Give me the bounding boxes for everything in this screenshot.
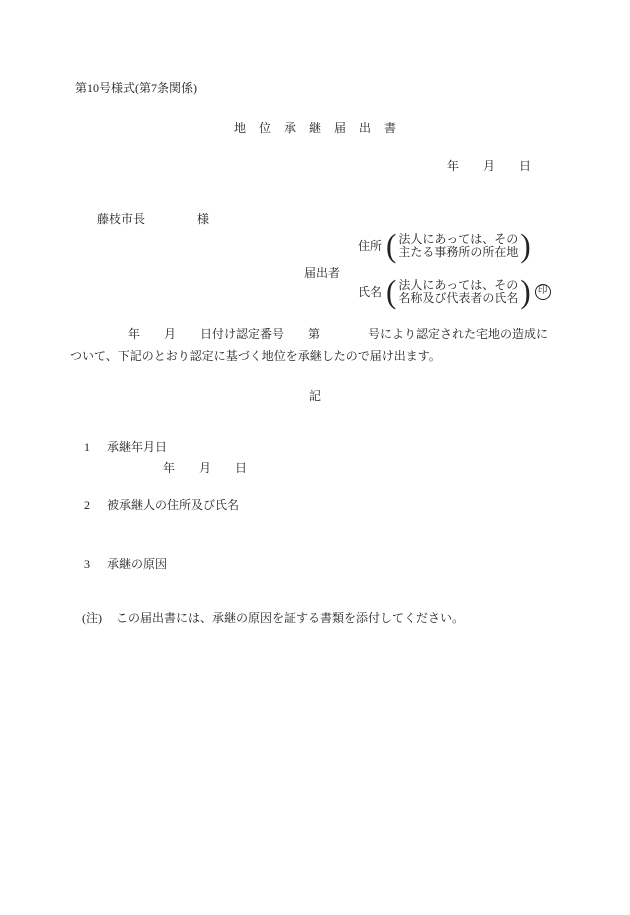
footnote-text: この届出書には、承継の原因を証する書類を添付してください。: [116, 611, 465, 625]
notifier-address-row: [358, 227, 531, 264]
addressee-line: [85, 197, 209, 242]
item-number: 3: [84, 557, 90, 571]
footnote-label: (注): [82, 611, 102, 625]
notifier-name-row: [358, 273, 551, 310]
addressee-honorific: 様: [197, 212, 210, 226]
item-label: 承継年月日: [107, 440, 168, 454]
addressee-name: 藤枝市長: [97, 212, 146, 226]
item-label: 被承継人の住所及び氏名: [107, 498, 240, 512]
right-brace: ): [520, 227, 531, 264]
form-number: 第10号様式(第7条関係): [75, 81, 197, 95]
list-item-predecessor: [72, 483, 239, 528]
name-note-line2: 名称及び代表者の氏名: [398, 291, 519, 305]
seal-stamp-icon: 印: [535, 284, 551, 300]
list-item-cause: [72, 542, 167, 587]
succession-date-blank: 年 月 日: [163, 461, 248, 475]
document-title: 地位承継届出書: [233, 121, 409, 135]
address-label: 住所: [358, 238, 383, 253]
list-item-succession-date: [72, 425, 167, 470]
name-note: [396, 279, 520, 305]
item-number: 2: [84, 498, 90, 512]
name-note-line1: 法人にあっては、その: [398, 278, 519, 292]
body-paragraph-line2: ついて、下記のとおり認定に基づく地位を承継したので届け出ます。: [70, 349, 441, 363]
name-label: 氏名: [358, 284, 383, 299]
right-brace: ): [520, 273, 531, 310]
date-line: 年 月 日: [447, 159, 532, 173]
record-heading: 記: [308, 389, 321, 403]
body-paragraph-line1: 年 月 日付け認定番号 第 号により認定された宅地の造成に: [128, 327, 549, 341]
left-brace: (: [386, 227, 397, 264]
address-note: [396, 233, 520, 259]
address-note-line1: 法人にあっては、その: [398, 232, 519, 246]
item-label: 承継の原因: [107, 557, 168, 571]
left-brace: (: [386, 273, 397, 310]
address-note-line2: 主たる事務所の所在地: [398, 245, 519, 259]
notifier-label: 届出者: [304, 266, 341, 280]
footnote: [70, 596, 464, 641]
item-number: 1: [84, 440, 90, 454]
